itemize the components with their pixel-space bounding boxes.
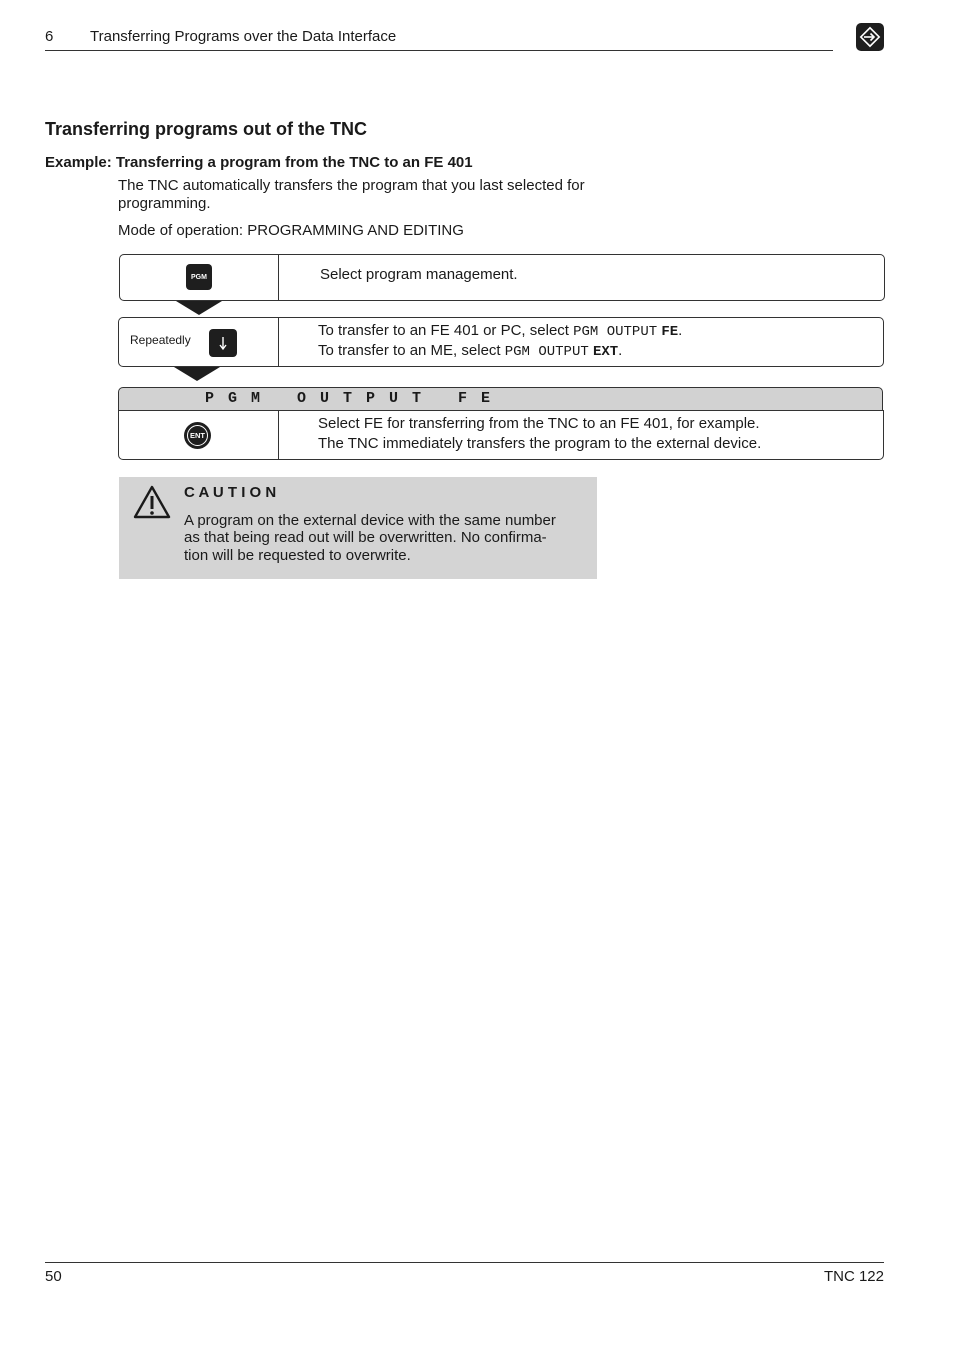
step-1-box: [119, 254, 885, 301]
intro-text: The TNC automatically transfers the program that you last selected for programming.: [118, 177, 585, 212]
display-char: O: [297, 390, 307, 407]
caution-line-1: A program on the external device with the same number: [184, 512, 556, 529]
caution-line-3: tion will be requested to overwrite.: [184, 547, 411, 564]
caution-line-2: as that being read out will be overwritten. No confirma-: [184, 529, 547, 546]
flow-arrow-2: [174, 367, 220, 381]
example-title: Example: Transferring a program from the TNC to an FE 401: [45, 154, 473, 171]
step-1-divider: [278, 255, 279, 300]
repeatedly-label: Repeatedly: [130, 333, 191, 347]
step-2-line-1-code: PGM OUTPUT: [573, 324, 658, 340]
ent-key[interactable]: [184, 422, 211, 449]
chapter-number: 6: [45, 28, 54, 45]
step-2-line-2-code: PGM OUTPUT: [504, 344, 589, 360]
step-2-divider: [278, 318, 279, 366]
arrow-down-icon: [217, 335, 229, 351]
display-char: T: [343, 390, 353, 407]
caution-title: C A U T I O N: [184, 484, 277, 501]
step-3-line-2: The TNC immediately transfers the program to the external device.: [318, 435, 762, 452]
step-2-box: [118, 317, 884, 367]
step-2-line-1: To transfer to an FE 401 or PC, select PGM OUTPUT FE.: [318, 322, 683, 340]
caution-box: [119, 477, 597, 579]
display-char: M: [251, 390, 261, 407]
display-char: E: [481, 390, 491, 407]
page-number: 50: [45, 1268, 62, 1285]
step-2-line-2-code-bold: EXT: [592, 344, 619, 360]
step-2-line-1-code-bold: FE: [661, 324, 679, 340]
mode-of-operation: Mode of operation: PROGRAMMING AND EDITING: [118, 222, 464, 239]
pgm-key[interactable]: [186, 264, 212, 290]
step-3-line-1: Select FE for transferring from the TNC to an FE 401, for example.: [318, 415, 760, 432]
pgm-key-label: PGM: [191, 273, 207, 281]
section-title: Transferring programs out of the TNC: [45, 119, 368, 139]
step-3-box: [118, 410, 884, 460]
step-2-line-2: To transfer to an ME, select PGM OUTPUT EXT.: [318, 342, 623, 360]
footer-rule: [45, 1262, 884, 1263]
step-2-line-2-text: To transfer to an ME, select: [318, 342, 505, 359]
arrow-down-key[interactable]: [209, 329, 237, 357]
tnc-display: [118, 387, 883, 411]
chapter-title: Transferring Programs over the Data Interface: [90, 28, 397, 45]
step-2-line-1-text: To transfer to an FE 401 or PC, select: [318, 322, 574, 339]
display-char: U: [320, 390, 330, 407]
ent-key-label: ENT: [187, 425, 208, 446]
step-3-divider: [278, 411, 279, 459]
flow-arrow-1: [176, 301, 222, 315]
step-1-text: Select program management.: [320, 266, 518, 283]
display-char: P: [205, 390, 215, 407]
display-char: T: [412, 390, 422, 407]
product-name: TNC 122: [823, 1268, 884, 1285]
display-char: U: [389, 390, 399, 407]
display-char: F: [458, 390, 468, 407]
header-rule: [45, 50, 833, 51]
warning-icon: [133, 485, 171, 519]
data-interface-icon: [856, 23, 884, 51]
display-char: G: [228, 390, 238, 407]
display-char: P: [366, 390, 376, 407]
